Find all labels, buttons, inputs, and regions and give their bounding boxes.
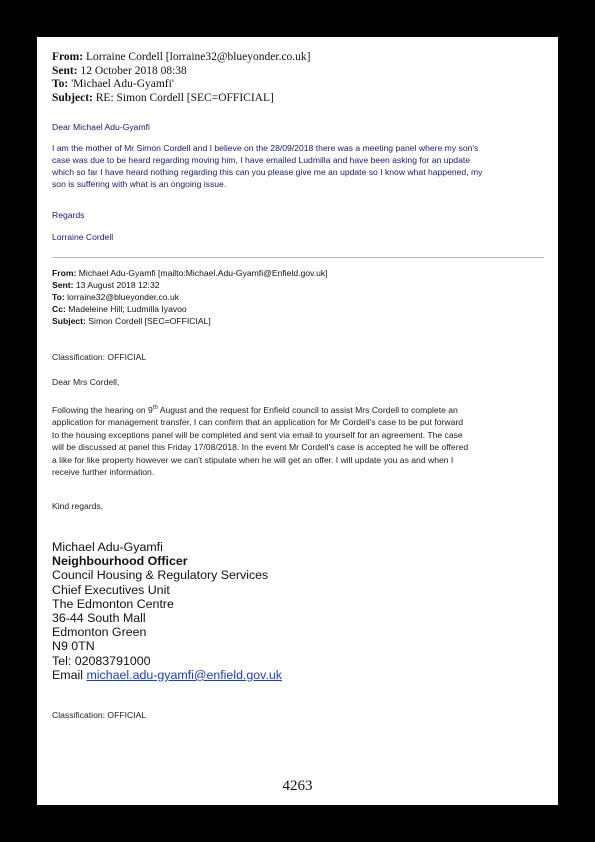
paragraph-line: will be discussed at panel this Friday 17/08/2018. In the event Mr Cordell's case is accepted he will be offered: [52, 442, 469, 453]
reply-body: [52, 142, 482, 190]
orig-subject-value: Simon Cordell [SEC=OFFICIAL]: [88, 316, 211, 326]
orig-sent-value: 13 August 2018 12:32: [75, 280, 160, 290]
reply-header: [52, 51, 311, 105]
reply-to-value: 'Michael Adu-Gyamfi': [71, 78, 174, 90]
original-header: [52, 267, 328, 327]
sig-line: The Edmonton Centre: [52, 596, 174, 611]
sig-line: Council Housing & Regulatory Services: [52, 568, 269, 583]
original-greeting: Dear Mrs Cordell,: [52, 377, 120, 387]
sig-line: Edmonton Green: [52, 625, 147, 640]
reply-subject-value: RE: Simon Cordell [SEC=OFFICIAL]: [95, 91, 274, 104]
orig-from-label: From:: [52, 268, 77, 278]
reply-sent-label: Sent:: [52, 64, 78, 77]
orig-sent-label: Sent:: [52, 280, 74, 290]
paragraph-line: to the housing exceptions panel will be completed and sent via email to yourself for an agreement. The case: [52, 429, 463, 440]
reply-body-line: I am the mother of Mr Simon Cordell and I believe on the 28/09/2018 there was a meeting panel where my son's: [52, 143, 479, 153]
reply-to-label: To:: [52, 78, 69, 90]
orig-to-label: To:: [52, 292, 65, 302]
orig-to-value: lorraine32@blueyonder.co.uk: [67, 292, 180, 302]
paragraph-line: receive further information.: [52, 467, 155, 478]
original-closing: Kind regards,: [52, 501, 104, 511]
sig-line: N9 0TN: [52, 639, 95, 654]
signature-block: [52, 540, 282, 682]
reply-body-line: son is suffering with what is an ongoing issue.: [52, 179, 227, 189]
classification-bottom: Classification: OFFICIAL: [52, 710, 147, 720]
reply-greeting: Dear Michael Adu-Gyamfi: [52, 122, 150, 132]
ordinal-suffix: th: [152, 405, 158, 411]
reply-body-line: case was due to be heard regarding moving him, I have emailed Ludmilla and have been asking for an update: [52, 155, 471, 165]
reply-body-line: which so far I have heard nothing regarding this can you please give me an update so I know what happened, my: [52, 167, 483, 177]
reply-regards: Regards: [52, 210, 85, 220]
sig-name: Michael Adu-Gyamfi: [52, 540, 163, 554]
paragraph-line: a like for like property however we can't stipulate when he will get an offer. I will update you as and when I: [52, 454, 454, 465]
paragraph-line: application for management transfer, I can confirm that an application for Mr Cordell's case to be put forward: [52, 417, 464, 428]
original-paragraph: [52, 404, 468, 478]
sig-line: 36-44 South Mall: [52, 611, 146, 626]
paragraph-line: Following the hearing on 9th August and the request for Enfield council to assist Mrs Cordell to complete an: [52, 405, 458, 415]
sig-email-row: [52, 668, 282, 682]
classification-top: Classification: OFFICIAL: [52, 352, 147, 362]
orig-from-value: Michael Adu-Gyamfi [mailto:Michael.Adu-Gyamfi@Enfield.gov.uk]: [78, 268, 328, 278]
orig-cc-label: Cc:: [52, 304, 66, 314]
orig-subject-label: Subject:: [52, 316, 86, 326]
reply-sent-value: 12 October 2018 08:38: [80, 64, 187, 77]
sig-title: Neighbourhood Officer: [52, 554, 188, 569]
document-page: [37, 37, 558, 805]
reply-from-label: From:: [52, 51, 84, 63]
email-link[interactable]: michael.adu-gyamfi@enfield.gov.uk: [86, 667, 282, 682]
page-number: 4263: [282, 778, 313, 794]
reply-signature: Lorraine Cordell: [52, 232, 114, 242]
reply-from-value: Lorraine Cordell [lorraine32@blueyonder.co.uk]: [85, 51, 311, 63]
sig-line: Tel: 02083791000: [52, 653, 151, 668]
sig-line: Chief Executives Unit: [52, 582, 170, 597]
reply-subject-label: Subject:: [52, 91, 93, 104]
orig-cc-value: Madeleine Hill; Ludmilla Iyavoo: [68, 304, 187, 314]
separator-line: [52, 257, 544, 258]
sig-email-label: Email: [52, 667, 87, 682]
